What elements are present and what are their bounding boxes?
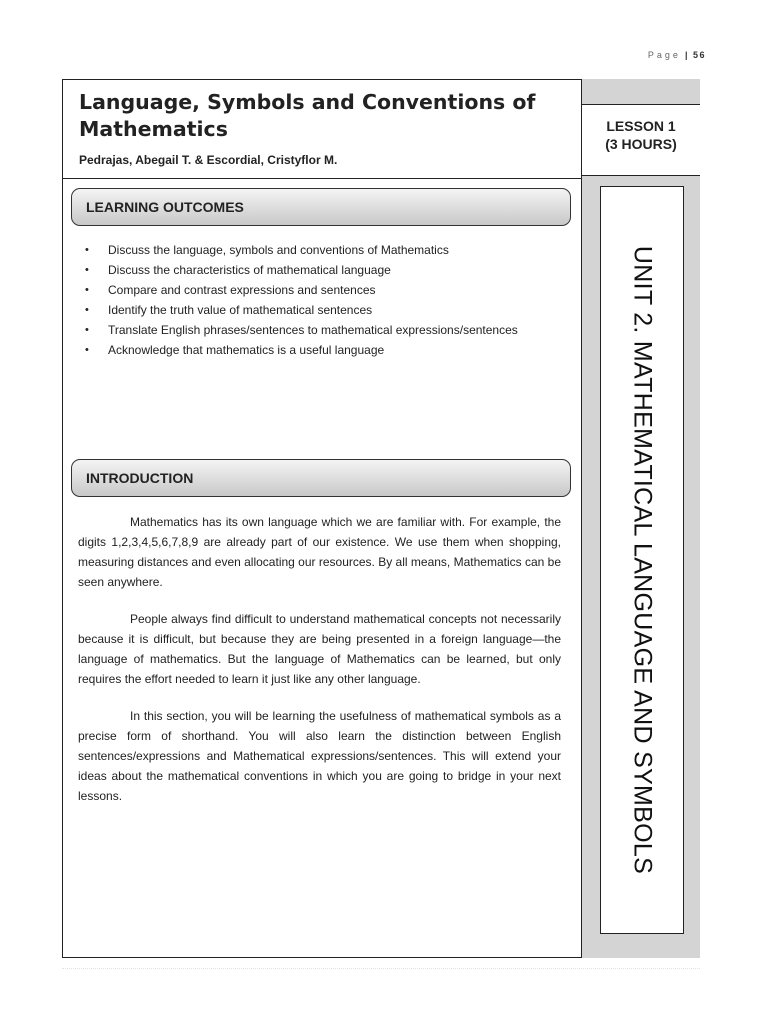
- lesson-box: [582, 104, 700, 176]
- page-number: [590, 50, 706, 60]
- page-title: Language, Symbols and Conventions of Mathematics: [79, 90, 536, 141]
- list-item: • Translate English phrases/sentences to mathematical expressions/sentences: [83, 320, 563, 340]
- introduction-body: [78, 512, 561, 823]
- footer-divider: [62, 968, 700, 970]
- page-separator: |: [684, 50, 693, 60]
- lesson-label: LESSON 1: [606, 118, 676, 134]
- paragraph: In this section, you will be learning the usefulness of mathematical symbols as a precise form of shorthand. You will also learn the distinction between English sentences/expressions and Mathematical expressions/sentences. This will extend your ideas about the mathematical conventions in which you are going to bridge in your next lessons.: [78, 709, 561, 803]
- paragraph: Mathematics has its own language which we are familiar with. For example, the digits 1,2,3,4,5,6,7,8,9 are already part of our existence. We use them when shopping, measuring distances and even allocating our resources. By all means, Mathematics can be seen anywhere.: [78, 515, 561, 589]
- main-content-box: [62, 79, 582, 958]
- page-label: Page: [647, 50, 681, 60]
- learning-outcomes-list: [83, 240, 563, 360]
- header-block: [63, 80, 581, 179]
- list-item: • Acknowledge that mathematics is a useful language: [83, 340, 563, 360]
- introduction-heading: INTRODUCTION: [71, 459, 571, 497]
- unit-title-box: [600, 186, 684, 934]
- authors: Pedrajas, Abegail T. & Escordial, Cristyflor M.: [79, 153, 338, 167]
- page-number-value: 56: [692, 50, 706, 60]
- list-item: • Discuss the characteristics of mathematical language: [83, 260, 563, 280]
- unit-title: UNIT 2. MATHEMATICAL LANGUAGE AND SYMBOLS: [628, 245, 657, 875]
- lesson-hours: (3 HOURS): [605, 136, 677, 152]
- list-item: • Discuss the language, symbols and conventions of Mathematics: [83, 240, 563, 260]
- list-item: • Identify the truth value of mathematical sentences: [83, 300, 563, 320]
- paragraph: People always find difficult to understand mathematical concepts not necessarily because it is difficult, but because they are being presented in a foreign language—the language of mathematics. But the language of Mathematics can be learned, but only requires the effort needed to learn it just like any other language.: [78, 612, 561, 686]
- learning-outcomes-heading: LEARNING OUTCOMES: [71, 188, 571, 226]
- list-item: • Compare and contrast expressions and sentences: [83, 280, 563, 300]
